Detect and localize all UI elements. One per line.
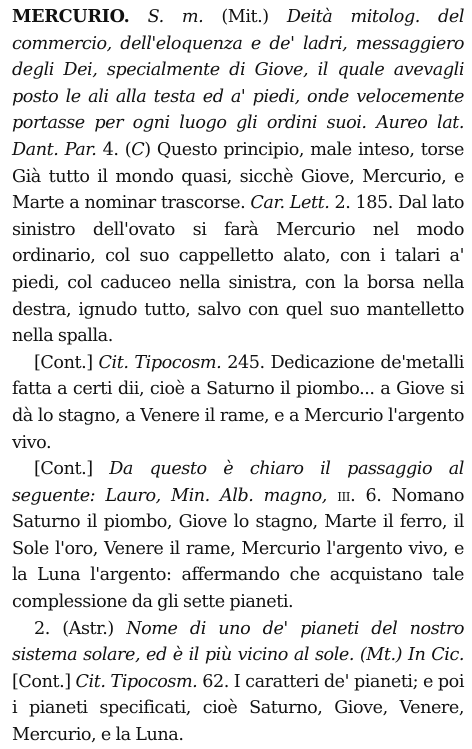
text-run: [Cont.] — [12, 671, 76, 692]
text-run: Dant. Par. — [12, 139, 97, 160]
text-run: 4. ( — [96, 139, 132, 160]
text-run: Car. Lett. — [250, 193, 330, 214]
text-run: iii. — [337, 485, 356, 506]
text-run: Cit. Tipocosm. — [75, 671, 198, 692]
text-run: ) Questo principio, male inteso, torse Già tutto il mondo quasi, sicchè Giove, Mercurio, e Marte a nominar trascorse. — [12, 139, 464, 214]
entry-paragraph-1 — [12, 4, 464, 350]
text-run — [129, 7, 147, 27]
text-run: 2. 185. Dal lato sinistro dell'ovato si farà Mercurio nel modo ordinario, col suo cappelletto alato, con i talari a' piedi, col caduceo nella sinistra, con la borsa nella destra, ignudo tutto, salvo con quel suo mantelletto nella spalla. — [12, 193, 464, 347]
text-run: MERCURIO. — [12, 6, 130, 27]
text-run: 62. I caratteri de' pianeti; e poi i pianeti specificati, cioè Saturno, Giove, Venere, Mercurio, e la Luna. — [12, 671, 464, 746]
text-run: Cit. Tipocosm. — [98, 352, 222, 373]
text-run: 245. Dedicazione de'metalli fatta a certi dii, cioè a Saturno il piombo... a Giove si dà lo stagno, a Venere il rame, e a Mercurio l'argento vivo. — [12, 352, 464, 453]
entry-paragraph-4 — [12, 616, 464, 749]
text-run: (Mit.) — [203, 7, 287, 27]
text-run: S. m. — [147, 7, 204, 27]
text-run: [Cont.] — [34, 352, 99, 373]
text-run: Da questo è chiaro il passaggio al seguente: Lauro, Min. Alb. magno, — [12, 459, 464, 506]
text-run: 6. Nomano Saturno il piombo, Giove lo stagno, Marte il ferro, il Sole l'oro, Venere il rame, Mercurio l'argento vivo, e la Luna l'argento: affermando che acquistano tale complessione da gli sette pianeti. — [12, 485, 464, 613]
text-run: Nome di uno de' pianeti del nostro sistema solare, ed è il più vicino al sole. (Mt.) In Cic. — [12, 618, 465, 666]
text-run: C — [131, 139, 145, 160]
text-run: Deità mitolog. del commercio, dell'eloquenza e de' ladri, messaggiero degli Dei, specialmente di Giove, il quale avevagli posto le ali alla testa ed a' piedi, onde velocemente portasse per ogni luogo gli ordini suoi. Aureo lat. — [12, 7, 464, 134]
entry-paragraph-2 — [12, 350, 464, 456]
text-run: [Cont.] — [34, 459, 110, 480]
text-run — [327, 486, 337, 506]
text-run: 2. (Astr.) — [34, 618, 127, 639]
entry-paragraph-3 — [12, 456, 464, 616]
